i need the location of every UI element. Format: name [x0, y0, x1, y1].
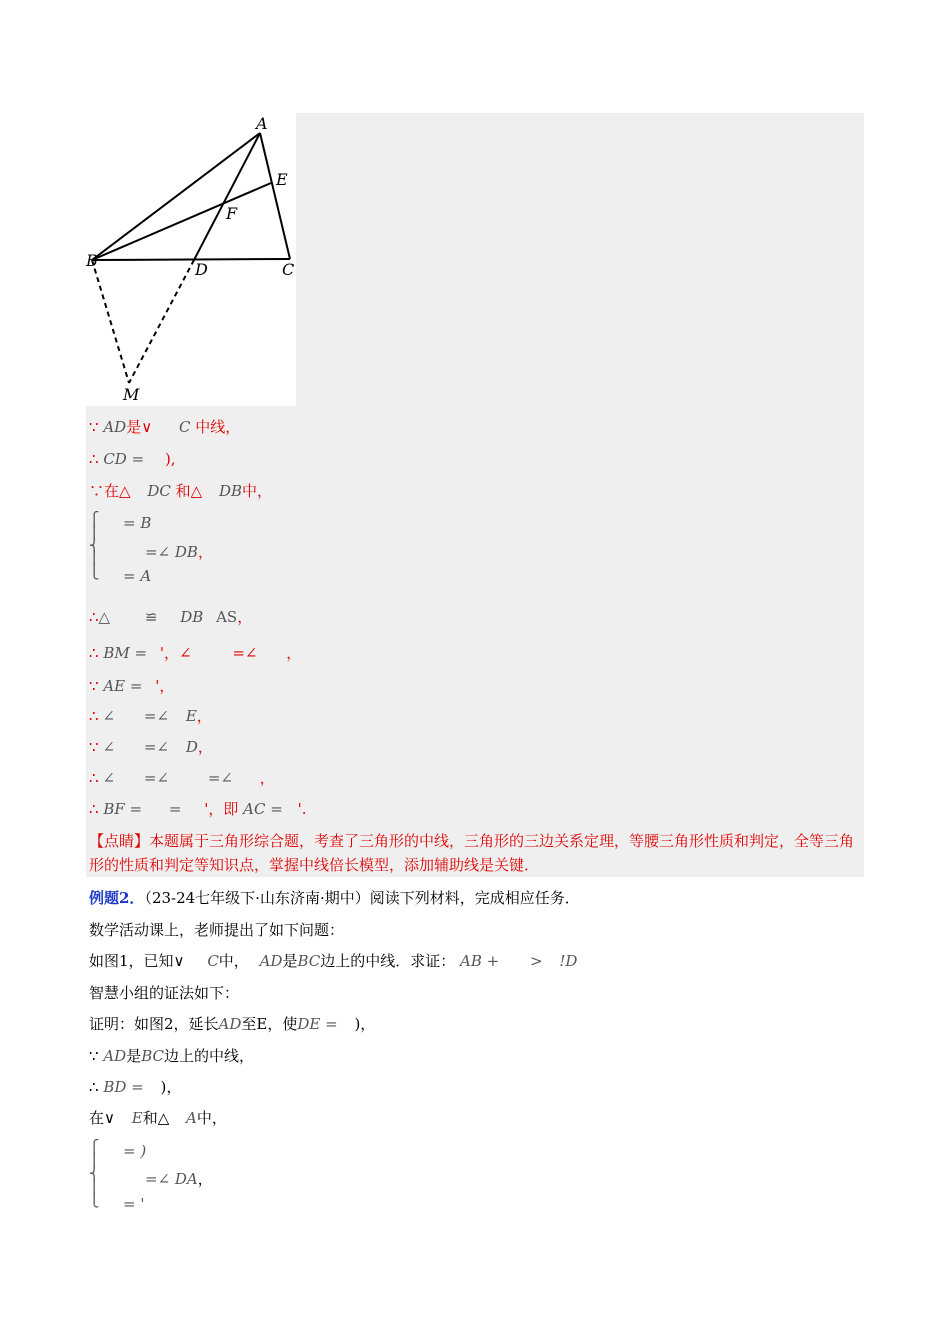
text: ， [286, 644, 302, 662]
solution-line-8 [89, 737, 213, 757]
therefore-symbol: ∴ [89, 800, 99, 818]
therefore-symbol: ∴ [89, 450, 99, 468]
text: 边上的中线．求证： [320, 952, 456, 970]
text: 是 [282, 952, 298, 970]
text: 和△ [142, 1109, 170, 1127]
text: =∠ DA [145, 1170, 198, 1188]
math-cd: CD = [103, 450, 145, 468]
because-symbol: ∵ [89, 482, 105, 500]
text: =∠ [143, 769, 170, 787]
text: ∠ [102, 707, 116, 725]
text: AS [216, 608, 238, 626]
text: 是 [126, 1047, 142, 1065]
math: AD [103, 1047, 127, 1065]
text: 是∨ [126, 418, 153, 436]
math: BM = [103, 644, 148, 662]
therefore-symbol: ∴ [89, 644, 99, 662]
example2-para-4 [89, 1014, 375, 1034]
system-row-3: = A [123, 567, 152, 585]
math: !D [559, 952, 578, 970]
text: '. [297, 800, 307, 818]
solution-line-2 [89, 449, 176, 469]
segment-ad [194, 133, 260, 260]
example2-para-3: 智慧小组的证法如下： [89, 984, 240, 1002]
math: E [185, 707, 197, 725]
segment-ac [260, 133, 290, 259]
system2-row-3: = ' [123, 1195, 145, 1213]
math: BC [297, 952, 321, 970]
text: ， [197, 1170, 213, 1188]
text: )， [160, 1078, 182, 1096]
solution-line-6 [89, 676, 174, 696]
system-brace-1: ⎧ ⎪ ⎨ ⎪ ⎩ [89, 512, 100, 580]
example-title: 例题2． [89, 889, 145, 907]
text: 中， [242, 482, 273, 500]
because-symbol: ∵ [89, 1047, 99, 1065]
therefore-symbol: ∴ [89, 608, 99, 626]
math-c: C [178, 418, 191, 436]
text: =∠ [207, 769, 233, 787]
segment-ba [92, 133, 260, 260]
math: BC [141, 1047, 164, 1065]
text: )， [354, 1015, 376, 1033]
text: 在△ [104, 482, 131, 500]
math: AC = [243, 800, 283, 818]
example2-para-2 [89, 951, 577, 971]
text: 在∨ [89, 1109, 115, 1127]
because-symbol: ∵ [89, 677, 99, 695]
text: 中， [196, 1109, 227, 1127]
math: DC [147, 482, 171, 500]
text: 如图1，已知∨ [89, 952, 185, 970]
math: DE = [297, 1015, 338, 1033]
math: DB [218, 482, 243, 500]
label-c: C [282, 260, 295, 279]
math: AD [259, 952, 283, 970]
text: '，即 [204, 800, 239, 818]
text: '，∠ [159, 644, 192, 662]
therefore-symbol: ∴ [89, 707, 99, 725]
label-b: B [86, 251, 98, 270]
math: AE = [103, 677, 143, 695]
math: DB [180, 608, 204, 626]
math: C [207, 952, 219, 970]
remark-note: 【点睛】本题属于三角形综合题，考查了三角形的中线，三角形的三边关系定理，等腰三角形性质和判定，全等三角形的性质和判定等知识点，掌握中线倍长模型，添加辅助线是关键． [89, 832, 855, 874]
label-m: M [123, 385, 140, 404]
example2-para-7 [89, 1108, 227, 1128]
label-a: A [256, 114, 268, 133]
system-row-2 [145, 541, 213, 562]
label-d: D [195, 260, 208, 279]
math: E [131, 1109, 143, 1127]
example2-heading [89, 888, 580, 908]
text: ), [164, 450, 176, 468]
text: ∠ [102, 769, 116, 787]
example2-para-1: 数学活动课上，老师提出了如下问题： [89, 921, 345, 939]
text: 边上的中线， [163, 1047, 254, 1065]
system-row-1: = B [123, 514, 152, 532]
solution-line-3 [89, 481, 272, 501]
text: ， [237, 608, 253, 626]
math: BD = [103, 1078, 144, 1096]
therefore-symbol: ∴ [89, 1078, 99, 1096]
therefore-symbol: ∴ [89, 769, 99, 787]
math: D [185, 738, 198, 756]
because-symbol: ∵ [89, 418, 99, 436]
text: 中线， [195, 418, 241, 436]
solution-line-7 [89, 706, 212, 726]
example2-para-5 [89, 1046, 254, 1066]
text: ≌ [144, 608, 158, 626]
math: > [530, 952, 543, 970]
text: ∠ [102, 738, 116, 756]
text: ， [259, 769, 275, 787]
text: 证明：如图2，延长 [89, 1015, 219, 1033]
text: △ [98, 608, 111, 626]
text: = [168, 800, 182, 818]
triangle-diagram [86, 113, 296, 406]
math: A [186, 1109, 197, 1127]
solution-line-1 [89, 417, 240, 437]
text: ， [197, 738, 213, 756]
text: =∠ [143, 738, 170, 756]
system2-row-2 [145, 1168, 213, 1189]
solution-line-4 [89, 607, 252, 627]
text: =∠ [143, 707, 170, 725]
math: AD [218, 1015, 242, 1033]
triangle-figure [86, 113, 296, 406]
segment-be [92, 183, 271, 260]
segment-bc [92, 259, 290, 260]
math: AB + [460, 952, 500, 970]
text: ， [197, 543, 213, 561]
example2-para-6 [89, 1077, 181, 1097]
label-e: E [276, 170, 288, 189]
label-f: F [226, 204, 238, 223]
segment-bm [92, 260, 129, 383]
text: =∠ DB [145, 543, 198, 561]
math-ad: AD [103, 418, 127, 436]
text: =∠ [232, 644, 258, 662]
text: 至E，使 [241, 1015, 298, 1033]
math: BF = [103, 800, 143, 818]
text: ， [196, 707, 212, 725]
solution-line-10 [89, 799, 307, 819]
text: 中， [218, 952, 249, 970]
because-symbol: ∵ [89, 738, 99, 756]
solution-line-9 [89, 768, 275, 788]
segment-dm [129, 260, 194, 383]
system-brace-2: ⎧ ⎪ ⎨ ⎪ ⎩ [89, 1140, 100, 1208]
system2-row-1: = ) [123, 1142, 147, 1160]
text: '， [155, 677, 175, 695]
example-source: （23-24七年级下·山东济南·期中）阅读下列材料，完成相应任务． [144, 889, 580, 907]
text: 和△ [175, 482, 203, 500]
solution-line-5 [89, 643, 301, 663]
